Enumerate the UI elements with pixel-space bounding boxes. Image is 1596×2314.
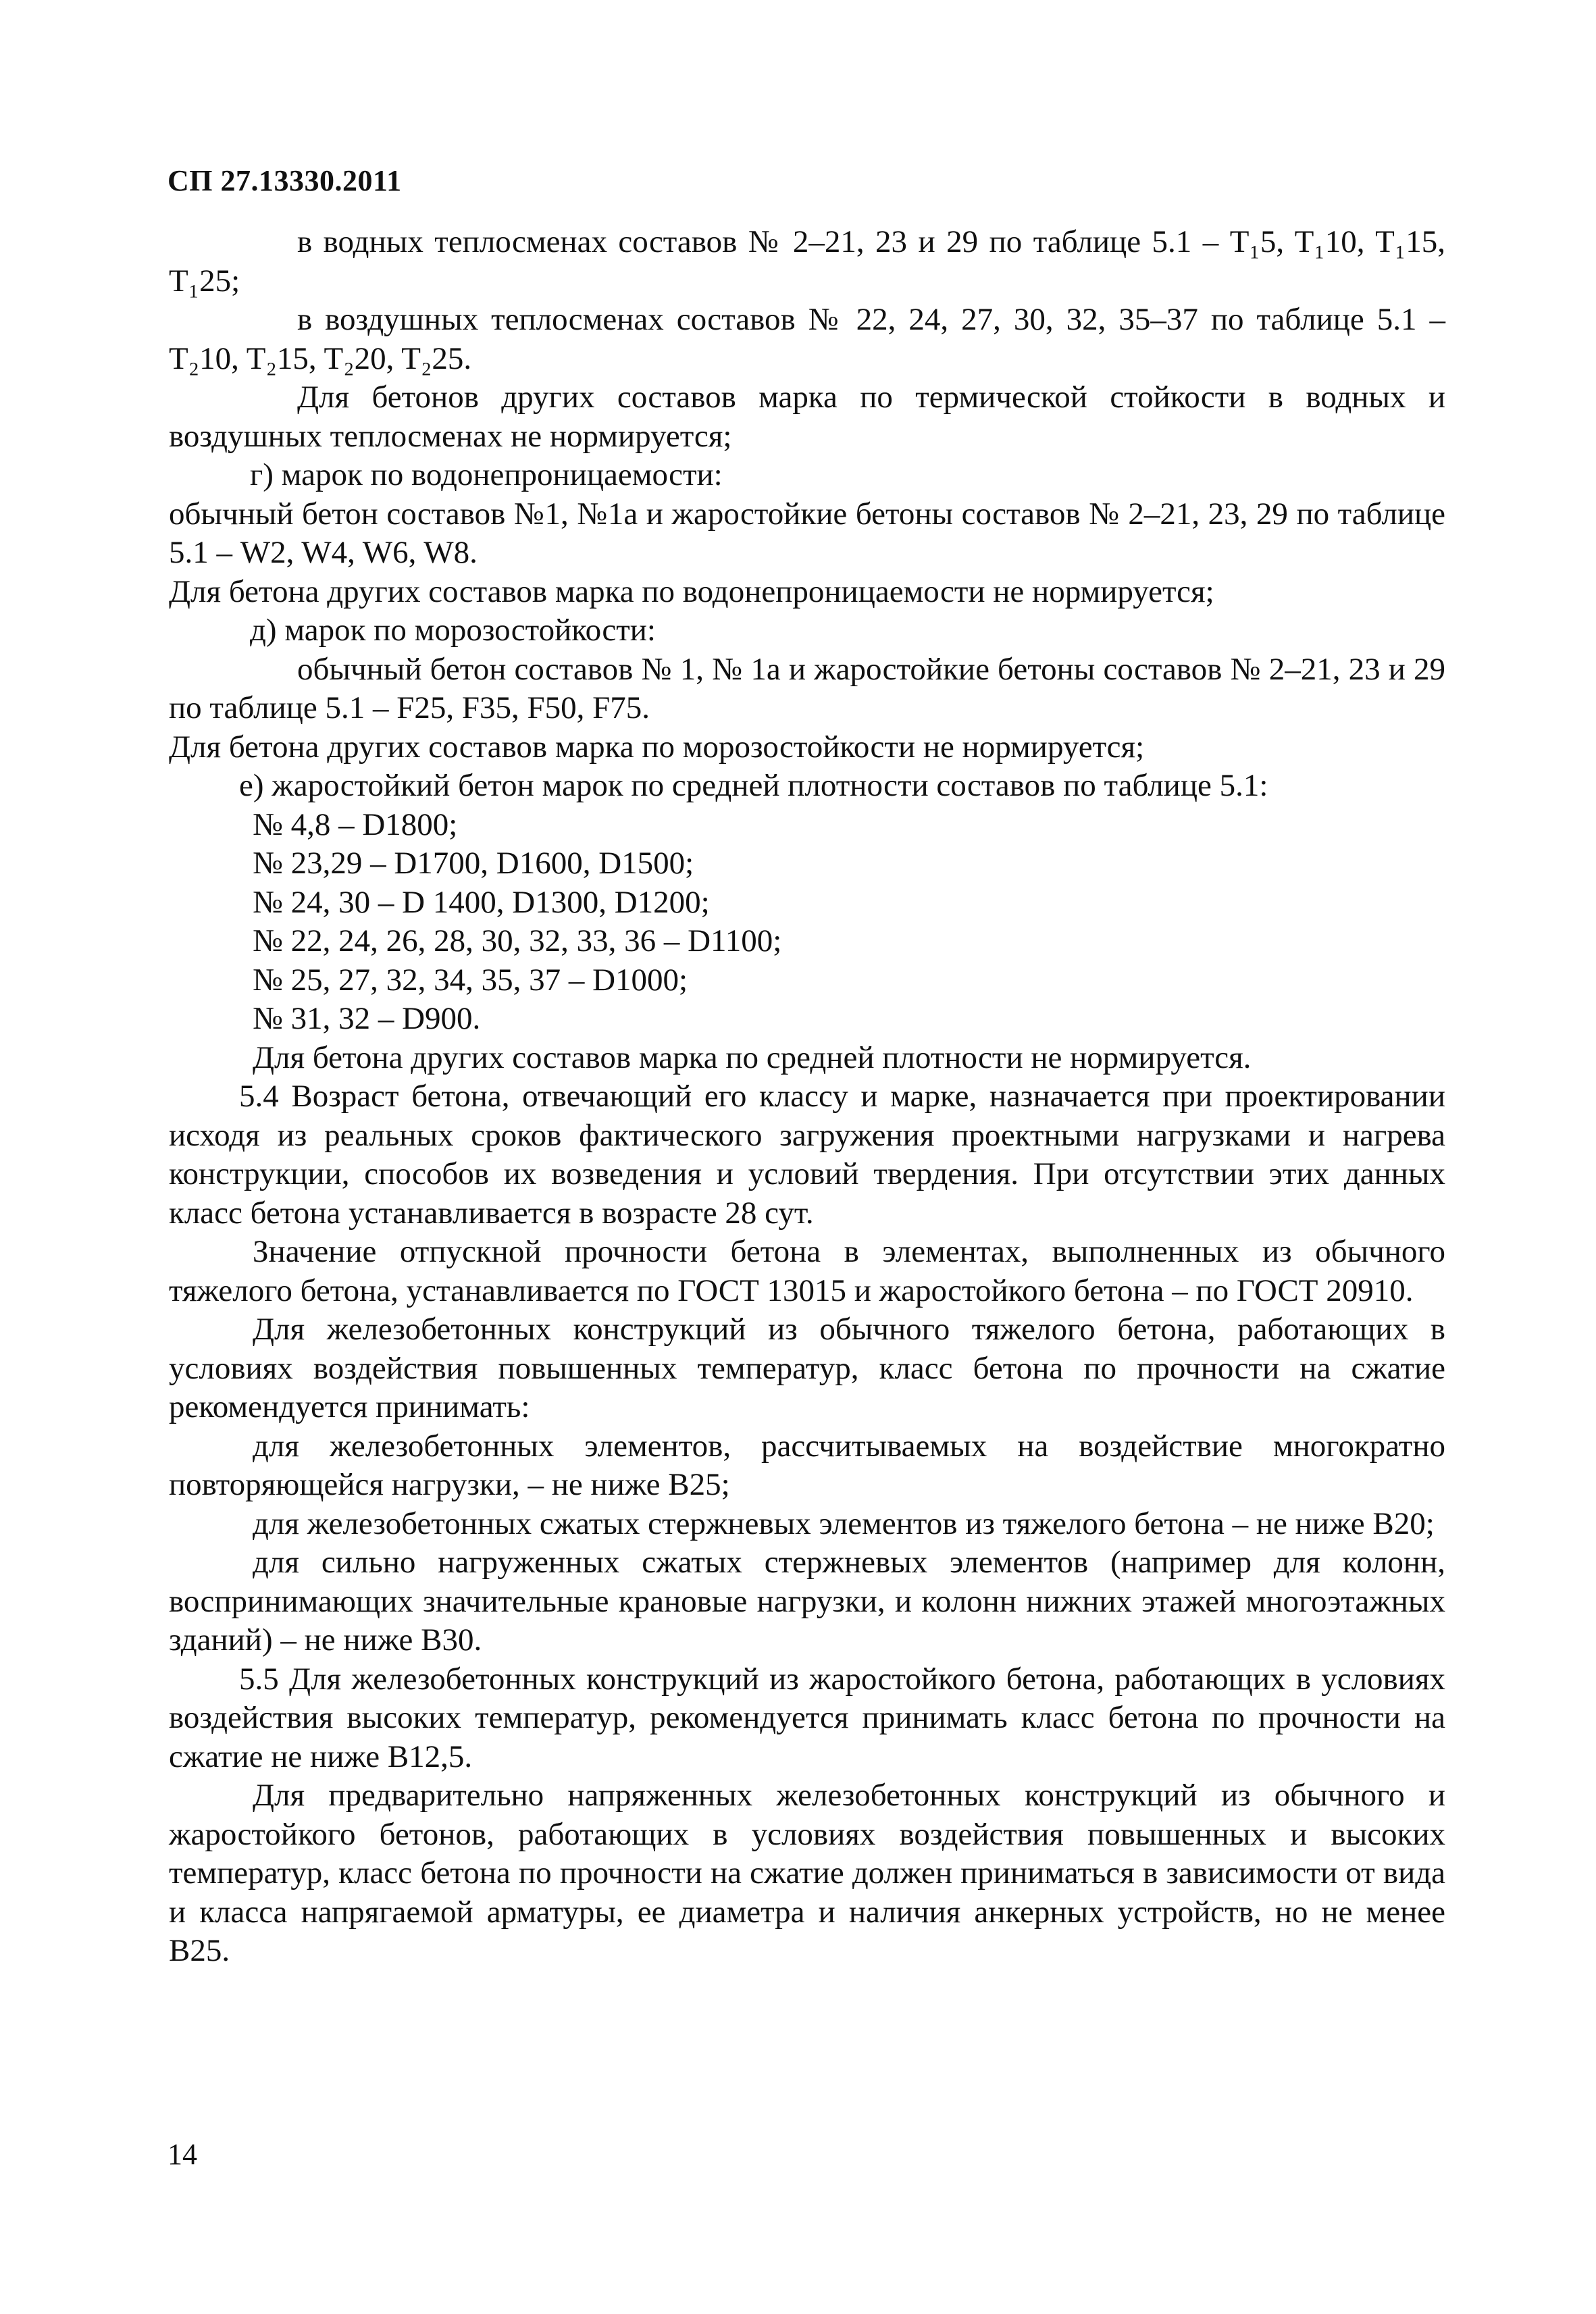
paragraph-water-resistance-not-normed: Для бетона других составов марка по водонепроницаемости не нормируется; xyxy=(169,573,1214,609)
paragraph-elevated-temperature-class: Для железобетонных конструкций из обычного тяжелого бетона, работающих в условиях воздействия повышенных температур, класс бетона по прочности на сжатие рекомендуется принимать: xyxy=(169,1312,1445,1424)
density-list-item: № 24, 30 – D 1400, D1300, D1200; xyxy=(253,884,710,920)
paragraph-thermal-resistance-not-normed: Для бетонов других составов марка по термической стойкости в водных и воздушных теплосменах не нормируется; xyxy=(169,380,1445,454)
paragraph-air-thermal-cycles: в воздушных теплосменах составов № 22, 24, 27, 30, 32, 35–37 по таблице 5.1 – T₂10, T₂15, T₂20, T₂25. xyxy=(169,302,1445,376)
paragraph-frost-resistance-not-normed: Для бетона других составов марка по морозостойкости не нормируется; xyxy=(169,729,1145,765)
density-list-item: № 25, 27, 32, 34, 35, 37 – D1000; xyxy=(253,962,688,998)
paragraph-frost-resistance-grades: обычный бетон составов № 1, № 1а и жаростойкие бетоны составов № 2–21, 23 и 29 по таблице 5.1 – F25, F35, F50, F75. xyxy=(169,651,1445,725)
paragraph-clause-5-4: 5.4 Возраст бетона, отвечающий его классу и марке, назначается при проектировании исходя из реальных сроков фактического загружения проектными нагрузками и нагрева конструкции, способов их возведения и условий твердения. При отсутствии этих данных класс бетона устанавливается в возрасте 28 сут. xyxy=(169,1079,1445,1231)
paragraph-compressed-rod-elements: для железобетонных сжатых стержневых элементов из тяжелого бетона – не ниже В20; xyxy=(253,1506,1435,1541)
document-code-header: СП 27.13330.2011 xyxy=(168,164,402,197)
document-body xyxy=(169,223,1445,1971)
list-item-d-frost-resistance: д) марок по морозостойкости: xyxy=(250,613,656,648)
density-list-item: № 4,8 – D1800; xyxy=(253,806,458,842)
paragraph-water-resistance-grades: обычный бетон составов №1, №1а и жаростойкие бетоны составов № 2–21, 23, 29 по таблице 5.1 – W2, W4, W6, W8. xyxy=(169,496,1445,570)
list-item-e-density-grades: е) жаростойкий бетон марок по средней плотности составов по таблице 5.1: xyxy=(239,768,1268,803)
density-list-item: № 22, 24, 26, 28, 30, 32, 33, 36 – D1100; xyxy=(253,923,782,958)
paragraph-density-not-normed: Для бетона других составов марка по средней плотности не нормируется. xyxy=(253,1039,1252,1075)
list-item-g-water-resistance: г) марок по водонепроницаемости: xyxy=(250,457,723,492)
paragraph-release-strength: Значение отпускной прочности бетона в элементах, выполненных из обычного тяжелого бетона, устанавливается по ГОСТ 13015 и жаростойкого бетона – по ГОСТ 20910. xyxy=(169,1234,1445,1308)
page-number: 14 xyxy=(168,2138,197,2171)
paragraph-water-thermal-cycles: в водных теплосменах составов № 2–21, 23 и 29 по таблице 5.1 – T₁5, T₁10, T₁15, T₁25; xyxy=(169,224,1445,299)
paragraph-repeated-load-elements: для железобетонных элементов, рассчитываемых на воздействие многократно повторяющейся нагрузки, – не ниже В25; xyxy=(169,1428,1445,1502)
paragraph-heavily-loaded-elements: для сильно нагруженных сжатых стержневых элементов (например для колонн, воспринимающих значительные крановые нагрузки, и колонн нижних этажей многоэтажных зданий) – не ниже В30. xyxy=(169,1545,1445,1657)
paragraph-prestressed-structures: Для предварительно напряженных железобетонных конструкций из обычного и жаростойкого бетонов, работающих в условиях воздействия повышенных и высоких температур, класс бетона по прочности на сжатие должен приниматься в зависимости от вида и класса напрягаемой арматуры, ее диаметра и наличия анкерных устройств, но не менее В25. xyxy=(169,1778,1445,1968)
paragraph-clause-5-5: 5.5 Для железобетонных конструкций из жаростойкого бетона, работающих в условиях воздействия высоких температур, рекомендуется принимать класс бетона по прочности на сжатие не ниже В12,5. xyxy=(169,1661,1445,1774)
density-list-item: № 31, 32 – D900. xyxy=(253,1001,481,1036)
density-list-item: № 23,29 – D1700, D1600, D1500; xyxy=(253,846,694,881)
